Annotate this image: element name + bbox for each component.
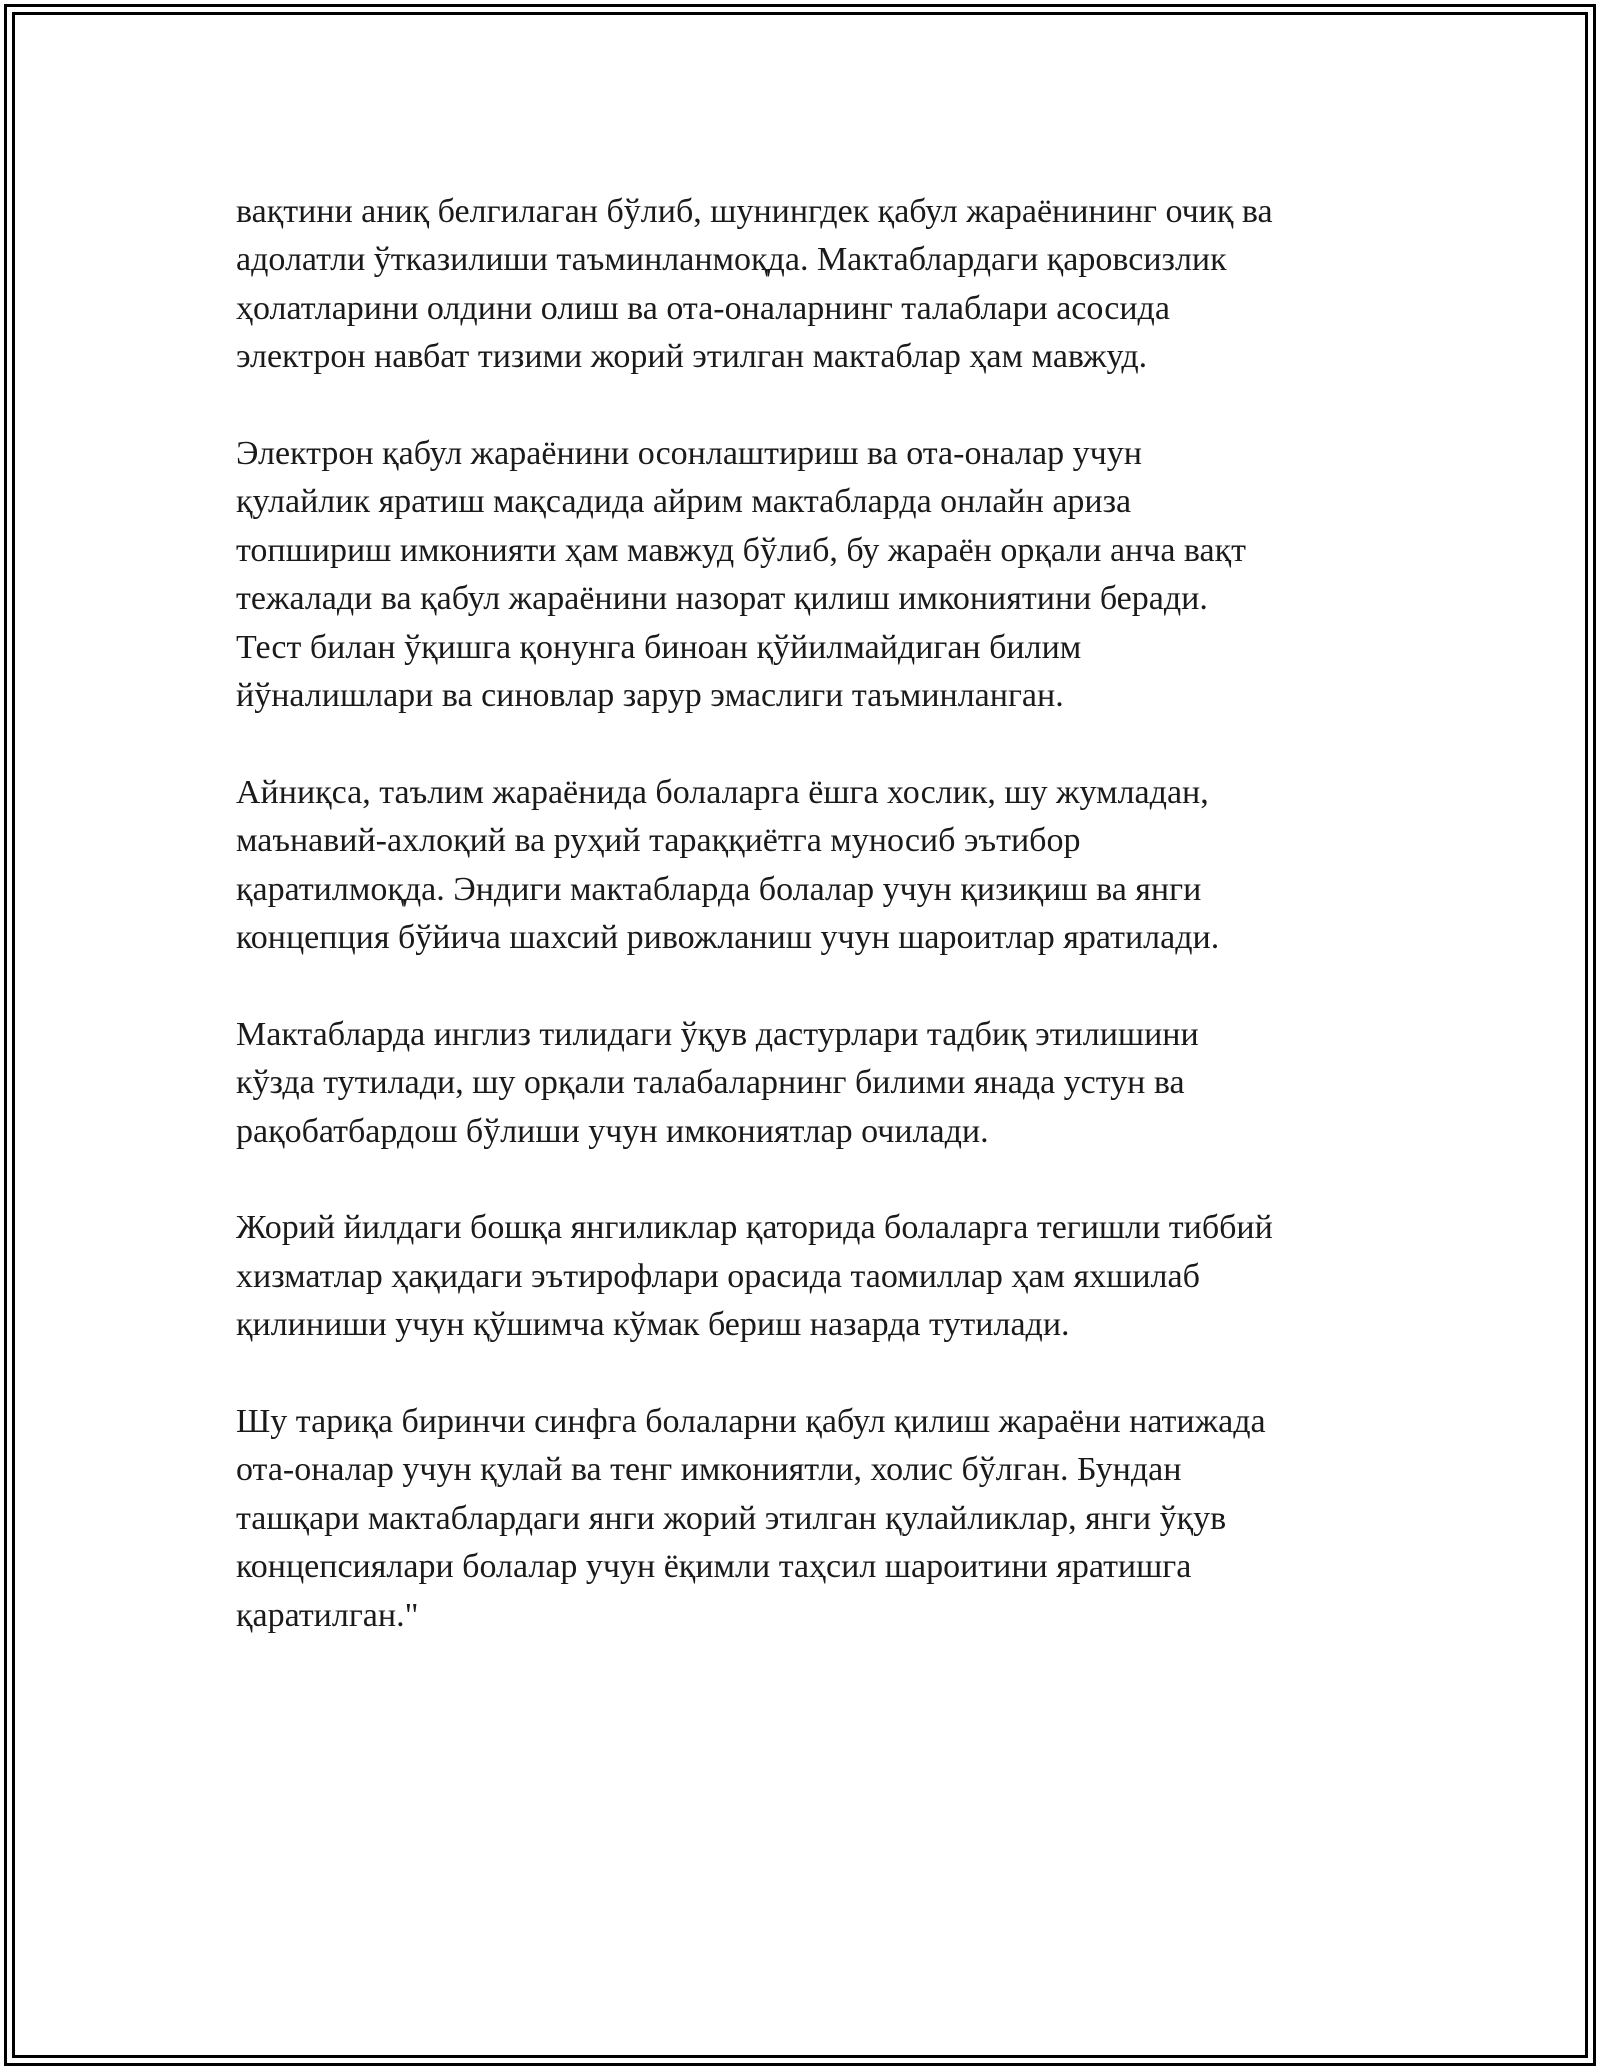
- text-line: ташқари мактаблардаги янги жорий этилган қулайликлар, янги ўқув: [236, 1499, 1227, 1537]
- paragraph-5: [236, 1204, 1396, 1349]
- text-line: Мактабларда инглиз тилидаги ўқув дастурлари тадбиқ этилишини: [236, 1015, 1199, 1053]
- text-line: Жорий йилдаги бошқа янгиликлар қаторида болаларга тегишли тиббий: [236, 1209, 1273, 1247]
- paragraph-2: [236, 430, 1396, 720]
- text-line: йўналишлари ва синовлар зарур эмаслиги таъминланган.: [236, 677, 1064, 715]
- text-line: кўзда тутилади, шу орқали талабаларнинг билими янада устун ва: [236, 1064, 1185, 1102]
- text-line: қилиниши учун қўшимча кўмак бериш назарда тутилади.: [236, 1306, 1070, 1344]
- text-line: рақобатбардош бўлиши учун имкониятлар очилади.: [236, 1112, 989, 1150]
- text-line: қаратилган.": [236, 1596, 419, 1634]
- text-line: қулайлик яратиш мақсадида айрим мактабларда онлайн ариза: [236, 483, 1132, 521]
- paragraph-4: [236, 1011, 1396, 1156]
- text-line: концепция бўйича шахсий ривожланиш учун шароитлар яратилади.: [236, 919, 1220, 957]
- text-line: ҳолатларини олдини олиш ва ота-оналарнинг талаблари асосида: [236, 289, 1170, 327]
- text-line: қаратилмоқда. Эндиги мактабларда болалар учун қизиқиш ва янги: [236, 870, 1202, 908]
- paragraph-1: [236, 188, 1396, 382]
- text-line: адолатли ўтказилиши таъминланмоқда. Мактаблардаги қаровсизлик: [236, 241, 1227, 279]
- text-line: Электрон қабул жараёнини осонлаштириш ва ота-оналар учун: [236, 435, 1142, 473]
- text-line: топшириш имконияти ҳам мавжуд бўлиб, бу жараён орқали анча вақт: [236, 531, 1246, 569]
- document-body: [236, 188, 1396, 1689]
- text-line: хизматлар ҳақидаги эътирофлари орасида таомиллар ҳам яхшилаб: [236, 1257, 1200, 1295]
- text-line: концепсиялари болалар учун ёқимли таҳсил шароитини яратишга: [236, 1548, 1192, 1586]
- text-line: Айниқса, таълим жараёнида болаларга ёшга хослик, шу жумладан,: [236, 773, 1209, 811]
- text-line: тежалади ва қабул жараёнини назорат қилиш имкониятини беради.: [236, 580, 1208, 618]
- text-line: Шу тариқа биринчи синфга болаларни қабул қилиш жараёни натижада: [236, 1403, 1266, 1441]
- text-line: вақтини аниқ белгилаган бўлиб, шунингдек қабул жараёнининг очиқ ва: [236, 193, 1273, 230]
- text-line: Тест билан ўқишга қонунга биноан қўйилмайдиган билим: [236, 628, 1082, 666]
- paragraph-3: [236, 769, 1396, 963]
- paragraph-6: [236, 1398, 1396, 1640]
- text-line: электрон навбат тизими жорий этилган мактаблар ҳам мавжуд.: [236, 338, 1148, 376]
- text-line: маънавий-ахлоқий ва руҳий тараққиётга муносиб эътибор: [236, 822, 1081, 860]
- text-line: ота-оналар учун қулай ва тенг имкониятли, холис бўлган. Бундан: [236, 1451, 1182, 1489]
